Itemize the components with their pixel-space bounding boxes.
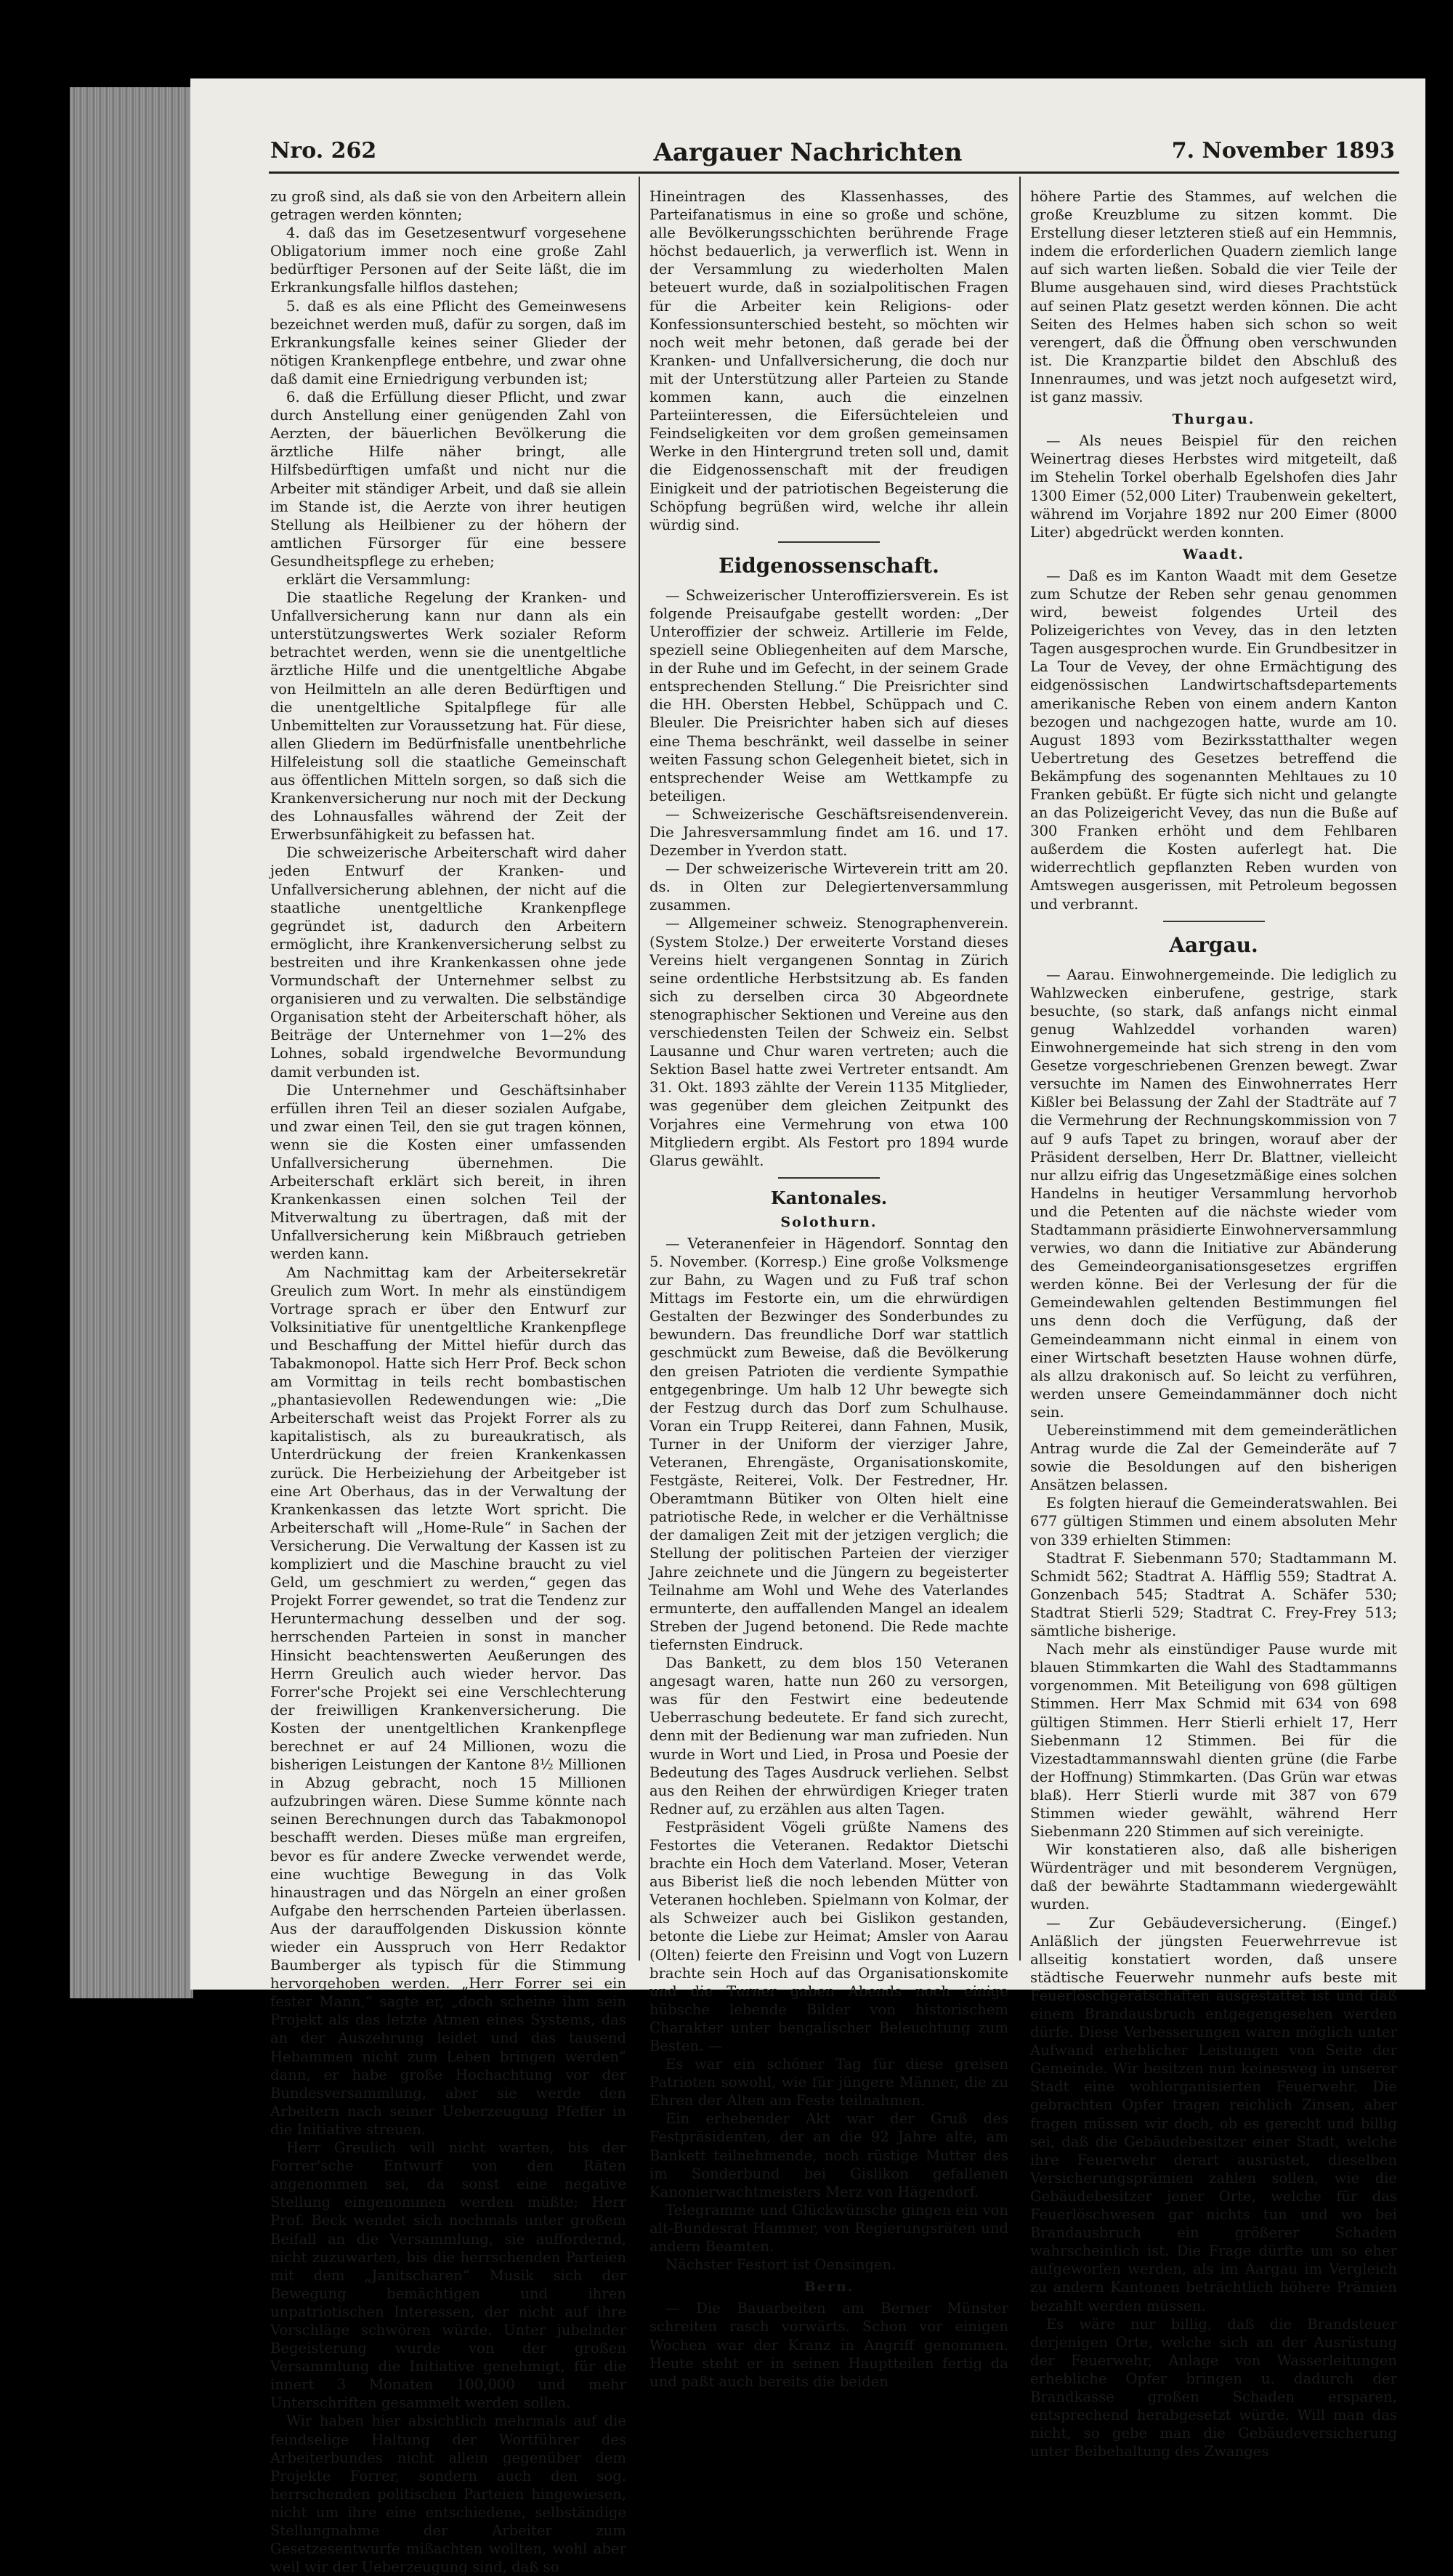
- subsection-heading: Thurgau.: [1172, 411, 1255, 428]
- subsection-heading: Bern.: [804, 2279, 854, 2296]
- paragraph: Die Unternehmer und Geschäftsinhaber erfüllen ihren Teil an dieser sozialen Aufgabe, und zwar einen Teil, den sie gut tragen können, wenn sie die Kosten einer umfassenden Unfallversicherung übernehmen. Die Arbeiterschaft erklärt sich bereit, in ihren Krankenkassen einen solchen Teil der Mitverwaltung zu übertragen, daß mit der Unfallversicherung kein Mißbrauch getrieben werden kann.: [270, 1081, 626, 1263]
- news-item: — Allgemeiner schweiz. Stenographenverein. (System Stolze.) Der erweiterte Vorstand dieses Vereins hielt vergangenen Sonntag in Zürich seine ordentliche Herbstsitzung ab. Es fanden sich zu derselben circa 30 Abgeordnete stenographischer Sektionen und Vereine aus den verschiedensten Teilen der Schweiz ein. Selbst Lausanne und Chur waren vertreten; auch die Sektion Basel hatte zwei Vertreter entsandt. Am 31. Okt. 1893 zählte der Verein 1135 Mitglieder, was gegenüber dem gleichen Zeitpunkt des Vorjahres eine Vermehrung von etwa 100 Mitgliedern ergibt. Als Festort pro 1894 wurde Glarus gewählt.: [649, 915, 1008, 1169]
- paragraph: Die staatliche Regelung der Kranken- und Unfallversicherung kann nur dann als ein unterstützungswertes Werk sozialer Reform betrachtet werden, wenn sie die unentgeltliche ärztliche Hilfe und die unentgeltliche Abgabe von Heilmitteln an alle deren Bedürftigen und die unentgeltliche Spitalpflege für alle Unbemittelten zur Voraussetzung hat. Für diese, allen Gliedern im Bedürfnisfalle unentbehrliche Hilfeleistung soll die staatliche Gemeinschaft aus öffentlichen Mitteln sorgen, so daß sich die Krankenversicherung nur noch mit der Deckung des Lohnausfalles während der Zeit der Erwerbsunfähigkeit zu befassen hat.: [270, 589, 626, 844]
- news-item: — Die Bauarbeiten am Berner Münster schreiten rasch vorwärts. Schon vor einigen Wochen war der Kranz in Angriff genommen. Heute steht er in seinen Hauptteilen fertig da und paßt auch bereits die beiden: [649, 2300, 1008, 2390]
- paragraph: Uebereinstimmend mit dem gemeinderätlichen Antrag wurde die Zal der Gemeinderäte auf 7 sowie die Besoldungen auf den bisherigen Ansätzen belassen.: [1030, 1422, 1397, 1494]
- news-item: — Als neues Beispiel für den reichen Weinertrag dieses Herbstes wird mitgeteilt, daß im Stehelin Torkel oberhalb Egelshofen dies Jahr 1300 Eimer (52,000 Liter) Traubenwein gekeltert, während im Vorjahre 1892 nur 200 Eimer (8000 Liter) abgedrückt werden konnten.: [1030, 432, 1397, 541]
- news-item: — Aarau. Einwohnergemeinde. Die lediglich zu Wahlzwecken einberufene, gestrige, stark besuchte, (so stark, daß anfangs nicht einmal genug Wahlzeddel vorhanden waren) Einwohnergemeinde hat sich streng in den vom Gesetze vorgeschriebenen Grenzen bewegt. Zwar versuchte im Namen des Einwohnerrates Herr Kißler bei Belassung der Zahl der Stadträte auf 7 die Vermehrung der Rechnungskommission von 7 auf 9 aufs Tapet zu bringen, worauf aber der Präsident derselben, Herr Dr. Blattner, vielleicht nur allzu eifrig das Ungesetzmäßige eines solchen Handelns in heutiger Versammlung hervorhob und die Petenten auf die nächste wieder vom Stadtammann präsidierte Einwohnerversammlung verwies, wo dann die Initiative zur Abänderung des Gemeindeorganisationsgesetzes ergriffen werden könne. Bei der Verlesung der für die Gemeindewahlen geltenden Bestimmungen fiel uns denn doch die Verfügung, daß der Gemeindeammann nicht einmal in einem von einer Wirtschaft besetzten Hause wohnen dürfe, als allzu drakonisch auf. So leicht zu verführen, werden unsere Gemeindammänner doch nicht sein.: [1030, 966, 1397, 1421]
- issue-date: 7. November 1893: [1171, 138, 1395, 163]
- newspaper-page: [190, 78, 1425, 2576]
- paragraph: Am Nachmittag kam der Arbeitersekretär Greulich zum Wort. In mehr als einstündigem Vortrage sprach er über den Entwurf zur Volksinitiative für unentgeltliche Krankenpflege und Beschaffung der Mittel hiefür durch das Tabakmonopol. Hatte sich Herr Prof. Beck schon am Vormittag in teils recht bombastischen „phantasievollen Redewendungen wie: „Die Arbeiterschaft weist das Projekt Forrer als zu kapitalistisch, als zu bureaukratisch, als Unterdrückung der freien Krankenkassen zurück. Die Herbeiziehung der Arbeitgeber ist eine Art Oberhaus, das in der Verwaltung der Krankenkassen das letzte Wort spricht. Die Arbeiterschaft will „Home-Rule“ in Sachen der Versicherung. Die Verwaltung der Kassen ist zu kompliziert und die Maschine braucht zu viel Geld, um geschmiert zu werden,“ gegen das Projekt Forrer gewendet, so trat die Tendenz zur Heruntermachung desselben und der sog. herrschenden Parteien in sonst in mancher Hinsicht beachtenswerten Aeußerungen des Herrn Greulich auch wieder hervor. Das Forrer'sche Projekt sei eine Verschlechterung der freiwilligen Krankenversicherung. Die Kosten der unentgeltlichen Krankenpflege berechnet er auf 24 Millionen, wozu die bisherigen Leistungen der Kantone 8½ Millionen in Abzug gebracht, noch 15 Millionen aufzubringen wären. Diese Summe könnte nach seinen Berechnungen durch das Tabakmonopol beschafft werden. Dieses müße man ergreifen, bevor es für andere Zwecke verwendet werde, eine wuchtige Bewegung in das Volk hinaustragen und das Nörgeln an einer großen Aufgabe den herrschenden Parteien überlassen. Aus der darauffolgenden Diskussion könnte wieder ein Ausspruch von Herr Redaktor Baumberger als typisch für die Stimmung hervorgehoben werden. „Herr Forrer sei ein fester Mann,“ sagte er, „doch scheine ihm sein Projekt als das letzte Atmen eines Systems, das an der Auszehrung leidet und das tausend Hebammen nicht zum Leben bringen werden“ dann, er habe große Hochachtung vor der Bundesversammlung, aber sie werde den Arbeitern nach seiner Ueberzeugung Pfeffer in die Initiative streuen.: [270, 1264, 626, 2138]
- paragraph: Stadtrat F. Siebenmann 570; Stadtammann M. Schmidt 562; Stadtrat A. Häfflig 559; Stadtrat A. Gonzenbach 545; Stadtrat A. Schäfer 530; Stadtrat Stierli 529; Stadtrat C. Frey-Frey 513; sämtliche bisherige.: [1030, 1549, 1397, 1640]
- section-heading: Aargau.: [1169, 932, 1258, 957]
- news-item: — Zur Gebäudeversicherung. (Eingef.) Anläßlich der jüngsten Feuerwehrrevue ist allseitig konstatiert worden, daß unsere städtische Feuerwehr nunmehr aufs beste mit Feuerlöschgerätschaften ausgestattet ist und daß einem Brandausbruch entgegengesehen werden dürfe. Diese Verbesserungen waren möglich unter Aufwand erheblicher Leistungen von Seite der Gemeinde. Wir besitzen nun keinesweg in unserer Stadt eine wohlorganisierten Feuerwehr. Die gebrachten Opfer tragen reichlich Zinsen, aber fragen müssen wir doch, ob es gerecht und billig sei, daß die Gebäudebesitzer einer Stadt, welche ihre Feuerwehr derart ausrüstet, dieselben Versicherungsprämien zahlen sollen, wie die Gebäudebesitzer jener Orte, welche für das Feuerlöschwesen gar nichts tun und wo bei Brandausbruch ein größerer Schaden wahrscheinlich ist. Die Frage dürfte um so eher aufgeworfen werden, als im Aargau im Vergleich zu andern Kantonen beträchtlich höhere Prämien bezahlt werden müssen.: [1030, 1914, 1397, 2314]
- paragraph: Ein erhebender Akt war der Gruß des Festpräsidenten, der an die 92 Jahre alte, am Bankett teilnehmende, noch rüstige Mutter des im Sonderbund bei Gislikon gefallenen Kanonierwachtmeisters Merz von Hägendorf.: [649, 2110, 1008, 2200]
- masthead-title: Aargauer Nachrichten: [653, 138, 963, 167]
- paragraph: erklärt die Versammlung:: [286, 570, 471, 588]
- paragraph: Festpräsident Vögeli grüßte Namens des Festortes die Veteranen. Redaktor Dietschi brachte ein Hoch dem Vaterland. Moser, Veteran aus Biberist ließ die noch lebenden Mütter von Veteranen hochleben. Spielmann von Kolmar, der als Schweizer auch bei Gislikon gestanden, betonte die Liebe zur Heimat; Amsler von Aarau (Olten) feierte den Freisinn und Vogt von Luzern brachte sein Hoch auf das Organisationskomite und die Turner gaben Abends noch einige hübsche lebende Bilder von historischem Charakter unter bengalischer Beleuchtung zum Besten. —: [649, 1818, 1008, 2054]
- subsection-heading: Waadt.: [1183, 546, 1244, 562]
- section-separator: [778, 541, 880, 543]
- paragraph: Das Bankett, zu dem blos 150 Veteranen angesagt waren, hatte nun 260 zu versorgen, was für den Festwirt eine bedeutende Ueberraschung bedeutete. Er fand sich zurecht, denn mit der Bedienung war man zufrieden. Nun wurde in Wort und Lied, in Prosa und Poesie der Bedeutung des Tages Ausdruck verliehen. Selbst aus den Reihen der ehrwürdigen Krieger traten Redner auf, zu erzählen aus alten Tagen.: [649, 1655, 1008, 1817]
- column-1: [270, 187, 626, 2576]
- paragraph: Die schweizerische Arbeiterschaft wird daher jeden Entwurf der Kranken- und Unfallversicherung ablehnen, der nicht auf die staatliche unentgeltliche Krankenpflege gegründet ist, dadurch den Arbeitern ermöglicht, ihre Krankenversicherung selbst zu bestreiten und ihre Krankenkassen ohne jede Vormundschaft der Unternehmer selbst zu organisieren und zu verwalten. Die selbständige Organisation steht der Arbeiterschaft höher, als Beiträge der Unternehmer von 1—2% des Lohnes, sobald irgendwelche Bevormundung damit verbunden ist.: [270, 844, 626, 1081]
- column-2: [649, 187, 1008, 2391]
- news-item: — Daß es im Kanton Waadt mit dem Gesetze zum Schutze der Reben sehr genau genommen wird, beweist folgendes Urteil des Polizeigerichtes von Vevey, das in den letzten Tagen ausgesprochen wurde. Ein Grundbesitzer in La Tour de Vevey, der ohne Ermächtigung des eidgenössischen Landwirtschaftsdepartements amerikanische Reben von einem andern Kanton bezogen und nachgezogen hatte, wurde am 10. August 1893 vom Bezirksstatthalter wegen Uebertretung des Gesetzes betreffend die Bekämpfung des sogenannten Mehltaues zu 10 Franken gebüßt. Er fügte sich nicht und gelangte an das Polizeigericht Vevey, das nun die Buße auf 300 Franken erhöht und dem Fehlbaren außerdem die Kosten auferlegt hat. Die widerrechtlich gepflanzten Reben wurden von Amtswegen ausgerissen, mit Petroleum begossen und verbrannt.: [1030, 567, 1397, 913]
- issue-number: Nro. 262: [270, 138, 377, 163]
- paragraph: Es folgten hierauf die Gemeinderatswahlen. Bei 677 gültigen Stimmen und einem absoluten Mehr von 339 erhielten Stimmen:: [1030, 1495, 1397, 1549]
- section-separator: [1163, 921, 1265, 922]
- paragraph: Wir konstatieren also, daß alle bisherigen Würdenträger und mit besonderem Vergnügen, daß der bewährte Stadtammann wiedergewählt wurden.: [1030, 1841, 1397, 1913]
- paragraph: zu groß sind, als daß sie von den Arbeitern allein getragen werden könnten;: [270, 188, 626, 224]
- header-rule: [269, 171, 1399, 174]
- paragraph: Hineintragen des Klassenhasses, des Parteifanatismus in eine so große und schöne, alle Bevölkerungsschichten berührende Frage höchst bedauerlich, ja verwerflich ist. Wenn in der Versammlung zu wiederholten Malen beteuert wurde, daß in sozialpolitischen Fragen für die Arbeiter kein Religions- oder Konfessionsunterschied besteht, so möchten wir noch weit mehr betonen, daß gerade bei der Kranken- und Unfallversicherung, die doch nur mit der Unterstützung aller Parteien zu Stande kommen kann, auch die einzelnen Parteiinteressen, die Eifersüchteleien und Feindseligkeiten vor dem großen gemeinsamen Werke in den Hintergrund treten soll und, damit die Eidgenossenschaft mit der freudigen Einigkeit und der patriotischen Begeisterung die Schöpfung begrüßen wird, welche ihr allein würdig sind.: [649, 188, 1008, 533]
- column-divider: [1019, 177, 1021, 1961]
- paragraph: Nach mehr als einstündiger Pause wurde mit blauen Stimmkarten die Wahl des Stadtammanns vorgenommen. Mit Beteiligung von 698 gültigen Stimmen. Herr Max Schmid mit 634 von 698 gültigen Stimmen. Herr Stierli erhielt 17, Herr Siebenmann 12 Stimmen. Bei für die Vizestadtammannswahl dienten grüne (die Farbe der Hoffnung) Stimmkarten. (Das Grün war etwas blaß). Herr Stierli wurde mit 387 von 679 Stimmen wieder gewählt, während Herr Siebenmann 220 Stimmen auf sich vereinigte.: [1030, 1641, 1397, 1841]
- news-item: — Schweizerischer Unteroffiziersverein. Es ist folgende Preisaufgabe gestellt worden: „Der Unteroffizier der schweiz. Artillerie im Felde, speziell seine Obliegenheiten auf dem Marsche, in der Ruhe und im Gefecht, in der seinem Grade entsprechenden Stellung.“ Die Preisrichter sind die HH. Obersten Hebbel, Schüppach und C. Bleuler. Die Preisrichter haben sich auf dieses eine Thema beschränkt, weil dasselbe in seiner weiten Fassung schon Gelegenheit bietet, sich in entsprechender Weise am Wettkampfe zu beteiligen.: [649, 586, 1008, 804]
- news-item: — Schweizerische Geschäftsreisendenverein. Die Jahresversammlung findet am 16. und 17. Dezember in Yverdon statt.: [649, 805, 1008, 860]
- paragraph: 4. daß das im Gesetzesentwurf vorgesehene Obligatorium immer noch eine große Zahl bedürftiger Personen auf der Seite läßt, die im Erkrankungsfalle hilflos dastehen;: [270, 225, 626, 296]
- subsection-heading: Solothurn.: [780, 1214, 878, 1230]
- paragraph: 5. daß es als eine Pflicht des Gemeinwesens bezeichnet werden muß, dafür zu sorgen, daß im Erkrankungsfalle keines seiner Glieder der nötigen Krankenpflege entbehre, und zwar ohne daß damit eine Erniedrigung verbunden ist;: [270, 297, 626, 387]
- book-page-edge: [70, 87, 193, 1998]
- paragraph: Herr Greulich will nicht warten, bis der Forrer'sche Entwurf von den Räten angenommen sei, da sonst eine negative Stellung eingenommen werden müßte; Herr Prof. Beck wendet sich nochmals unter großem Beifall an die Versammlung, sie auffordernd, nicht zuzuwarten, bis die herrschenden Parteien mit dem „Janitscharen“ Musik sich der Bewegung bemächtigen und ihren unpatriotischen Interessen, der nicht auf ihre Vorschläge schwören würde. Unter jubelnder Begeisterung wurde von der großen Versammlung die Initiative genehmigt, für die innert 3 Monaten 100,000 und mehr Unterschriften gesammelt werden sollen.: [270, 2139, 626, 2412]
- section-separator: [778, 1177, 880, 1179]
- section-heading: Kantonales.: [770, 1187, 888, 1208]
- paragraph: Nächster Festort ist Oensingen.: [665, 2256, 897, 2274]
- paragraph: Es wäre nur billig, daß die Brandsteuer derjenigen Orte, welche sich an der Ausrüstung der Feuerwehr, Anlage von Wasserleitungen erhebliche Opfer bringen u. dadurch der Brandkasse großen Schaden ersparen, entsprechend herabgesetzt würde. Will man das nicht, so gebe man die Gebäudeversicherung unter Beibehaltung des Zwanges: [1030, 2315, 1397, 2460]
- paragraph: höhere Partie des Stammes, auf welchen die große Kreuzblume zu sitzen kommt. Die Erstellung dieser letzteren stieß auf ein Hemmnis, indem die erforderlichen Quadern ziemlich lange auf sich warten ließen. Sobald die vier Teile der Blume ausgehauen sind, wird dieses Prachtstück auf seinen Platz gesetzt werden können. Die acht Seiten des Helmes haben sich schon so weit verengert, daß die Öffnung oben verschwunden ist. Die Kranzpartie bildet den Abschluß des Innenraumes, und was jetzt noch aufgesetzt wird, ist ganz massiv.: [1030, 188, 1397, 406]
- column-divider: [639, 177, 640, 1961]
- section-heading: Eidgenossenschaft.: [719, 553, 939, 578]
- news-item: — Veteranenfeier in Hägendorf. Sonntag den 5. November. (Korresp.) Eine große Volksmenge zur Bahn, zu Wagen und zu Fuß traf schon Mittags im Festorte ein, um die ehrwürdigen Gestalten der Bezwinger des Sonderbundes zu bewundern. Das freundliche Dorf war stattlich geschmückt zum Beweise, daß die Bevölkerung den greisen Patrioten die verdiente Sympathie entgegenbringe. Um halb 12 Uhr bewegte sich der Festzug durch das Dorf zum Schulhause. Voran ein Trupp Reiterei, dann Fahnen, Musik, Turner in der Uniform der vierziger Jahre, Veteranen, Ehrengäste, Organisationskomite, Festgäste, Reiterei, Volk. Der Festredner, Hr. Oberamtmann Bütiker von Olten hielt eine patriotische Rede, in welcher er die Verhältnisse der damaligen Zeit mit der jetzigen verglich; die Stellung der politischen Parteien der vierziger Jahre zeichnete und die Jüngern zu begeisterter Teilnahme am Wohl und Wehe des Vaterlandes ermunterte, den auffallenden Mangel an idealem Streben der Jugend betonend. Die Rede machte tiefernsten Eindruck.: [649, 1235, 1008, 1653]
- paragraph: Wir haben hier absichtlich mehrmals auf die feindselige Haltung der Wortführer des Arbeiterbundes nicht allein gegenüber dem Projekte Forrer, sondern auch den sog. herrschenden politischen Parteien hingewiesen, nicht um ihre eine entschiedene, selbständige Stellungnahme der Arbeiter zum Gesetzesentwurfe mißachten wollten, wohl aber weil wir der Ueberzeugung sind, daß so: [270, 2413, 626, 2576]
- column-3: [1030, 187, 1397, 2460]
- paragraph: 6. daß die Erfüllung dieser Pflicht, und zwar durch Anstellung einer genügenden Zahl von Aerzten, der bäuerlichen Bevölkerung die ärztliche Hilfe näher bringt, alle Hilfsbedürftigen umfaßt und nicht nur die Arbeiter mit ständiger Arbeit, und daß sie allein im Stande ist, die Aerzte von ihrer heutigen Stellung als Heilbiener zu der höhern der amtlichen Fürsorger für eine bessere Gesundheitspflege zu erheben;: [270, 389, 626, 570]
- paragraph: Es war ein schöner Tag für diese greisen Patrioten sowohl, wie für jüngere Männer, die zu Ehren der Alten am Feste teilnahmen.: [649, 2056, 1008, 2109]
- paragraph: Telegramme und Glückwünsche gingen ein von alt-Bundesrat Hammer, von Regierungsräten und andern Beamten.: [649, 2201, 1008, 2256]
- news-item: — Der schweizerische Wirteverein tritt am 20. ds. in Olten zur Delegiertenversammlung zusammen.: [649, 860, 1008, 914]
